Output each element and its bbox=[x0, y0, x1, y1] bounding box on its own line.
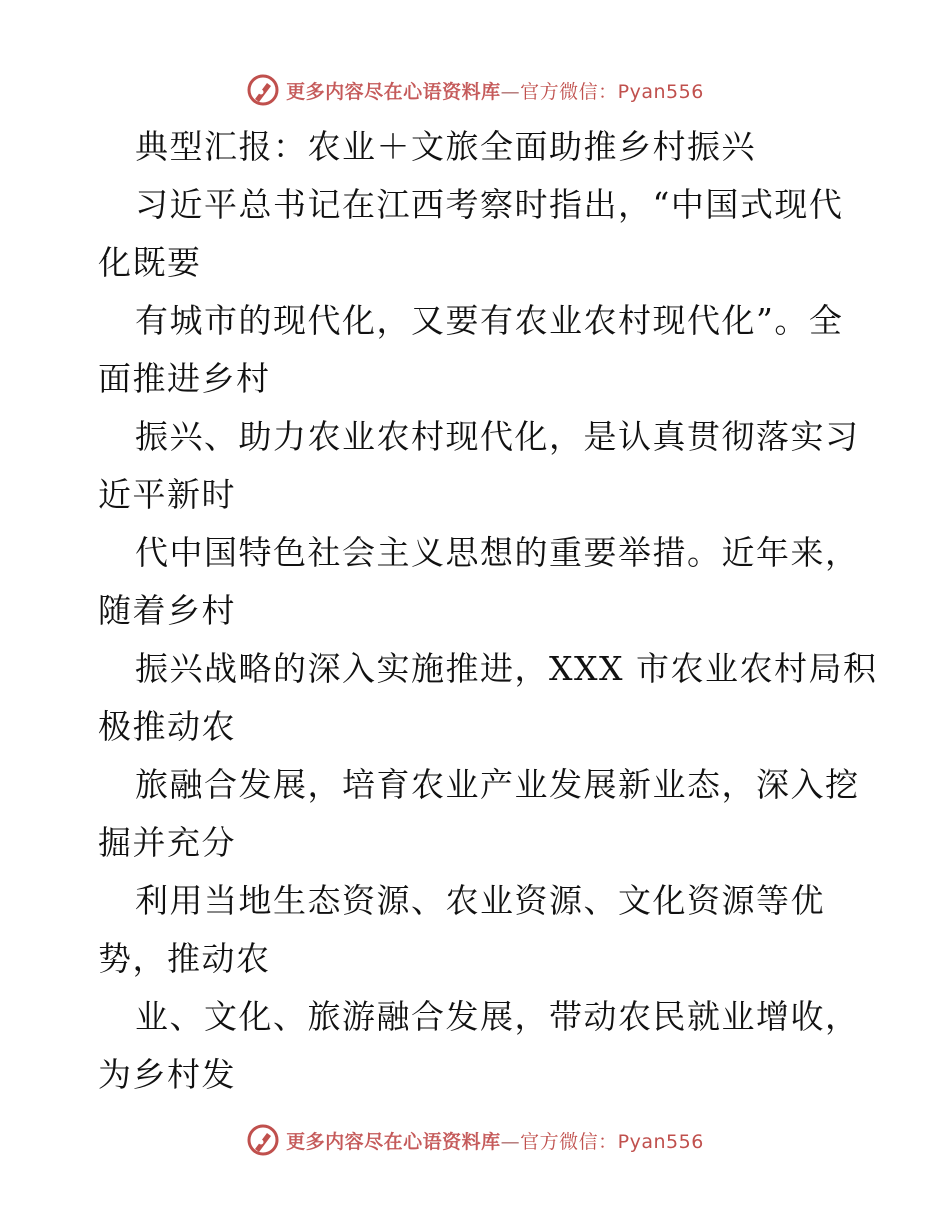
text-line: 近平新时 bbox=[98, 475, 236, 514]
pen-circle-logo-icon bbox=[246, 73, 280, 107]
watermark-separator: — bbox=[500, 1130, 521, 1153]
text-line: 振兴、助力农业农村现代化，是认真贯彻落实习 bbox=[135, 417, 860, 456]
text-line: 振兴战略的深入实施推进，XXX 市农业农村局积 bbox=[135, 649, 878, 688]
header-watermark bbox=[0, 70, 950, 110]
text-line: 代中国特色社会主义思想的重要举措。近年来， bbox=[135, 533, 860, 572]
text-line: 利用当地生态资源、农业资源、文化资源等优 bbox=[135, 881, 825, 920]
text-line: 旅融合发展，培育农业产业发展新业态，深入挖 bbox=[135, 765, 860, 804]
document-body bbox=[98, 118, 878, 1104]
text-line: 随着乡村 bbox=[98, 591, 236, 630]
text-line: 化既要 bbox=[98, 243, 202, 282]
text-line: 极推动农 bbox=[98, 707, 236, 746]
watermark-contact: 官方微信：Pyan556 bbox=[520, 80, 704, 103]
text-line: 业、文化、旅游融合发展，带动农民就业增收， bbox=[135, 997, 860, 1036]
watermark-separator: — bbox=[500, 80, 521, 103]
text-line: 势，推动农 bbox=[98, 939, 271, 978]
pen-circle-logo-icon bbox=[246, 1123, 280, 1157]
text-line: 面推进乡村 bbox=[98, 359, 271, 398]
text-line: 为乡村发 bbox=[98, 1055, 236, 1094]
document-title: 典型汇报：农业＋文旅全面助推乡村振兴 bbox=[135, 127, 756, 166]
footer-watermark bbox=[0, 1120, 950, 1160]
watermark-contact: 官方微信：Pyan556 bbox=[520, 1130, 704, 1153]
text-line: 习近平总书记在江西考察时指出，“中国式现代 bbox=[135, 185, 844, 224]
text-line: 掘并充分 bbox=[98, 823, 236, 862]
watermark-brand: 更多内容尽在心语资料库 bbox=[286, 1130, 501, 1153]
text-line: 有城市的现代化，又要有农业农村现代化”。全 bbox=[135, 301, 844, 340]
watermark-brand: 更多内容尽在心语资料库 bbox=[286, 80, 501, 103]
